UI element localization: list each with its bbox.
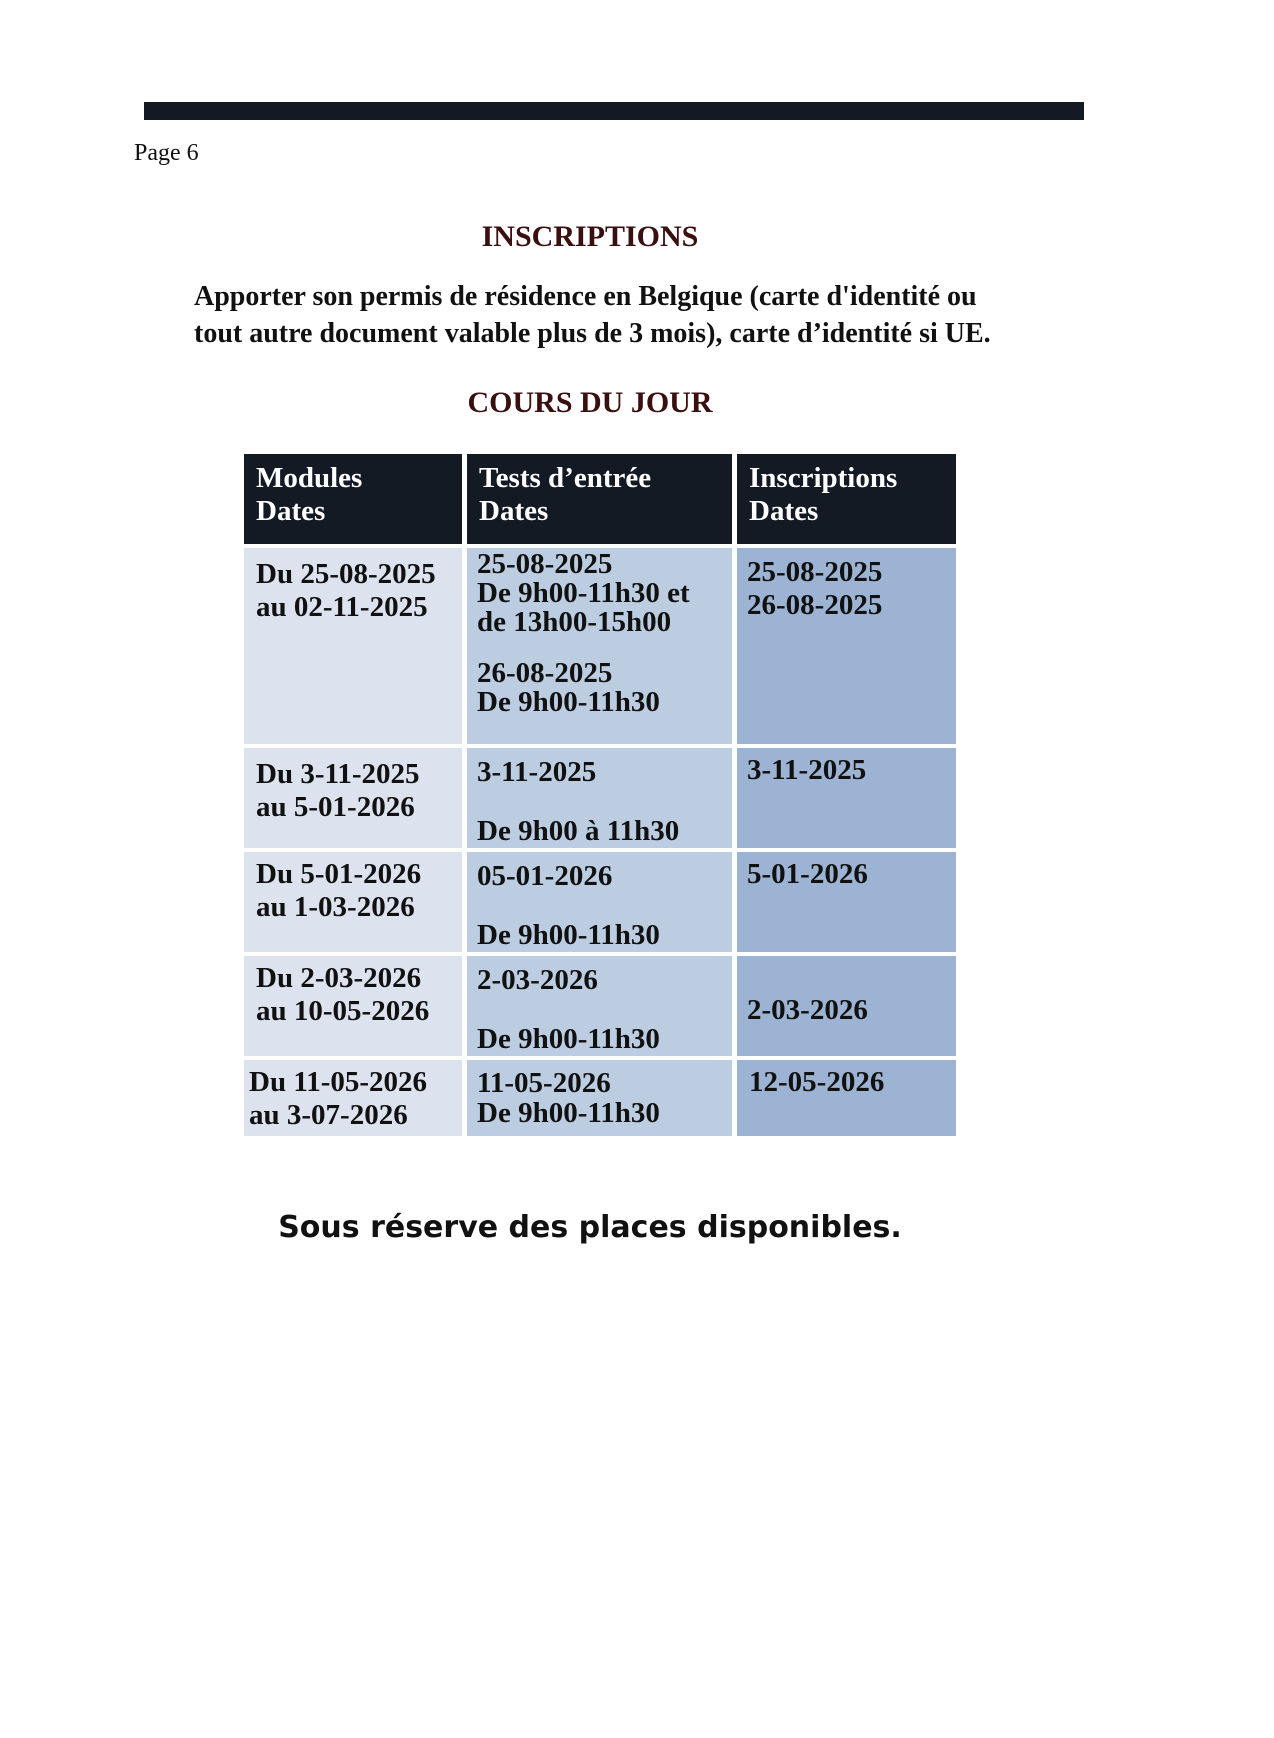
availability-note: Sous réserve des places disponibles. xyxy=(278,1210,902,1245)
test-dates-cell xyxy=(467,748,732,848)
inscription-date: 2-03-2026 xyxy=(747,994,868,1026)
inscription-dates-cell xyxy=(737,1060,956,1136)
module-dates-cell xyxy=(244,956,462,1056)
test-time: De 9h00-11h30 xyxy=(477,1023,660,1055)
table-row xyxy=(244,748,956,848)
test-time: De 9h00-11h30 xyxy=(477,686,660,718)
spacer xyxy=(477,637,722,659)
module-end: au 02-11-2025 xyxy=(256,591,428,623)
module-start: Du 3-11-2025 xyxy=(256,758,420,790)
module-end: au 1-03-2026 xyxy=(256,891,415,923)
inscription-dates-cell xyxy=(737,852,956,952)
test-date: 3-11-2025 xyxy=(477,756,597,788)
header-inscriptions-line2: Dates xyxy=(749,495,819,527)
test-dates-cell xyxy=(467,852,732,952)
spacer xyxy=(477,893,722,919)
schedule-table xyxy=(239,450,961,1140)
header-bar xyxy=(144,102,1084,120)
test-date: 25-08-2025 xyxy=(477,548,613,580)
inscription-dates-cell xyxy=(737,748,956,848)
test-time: De 9h00-11h30 xyxy=(477,1097,660,1129)
spacer xyxy=(477,997,722,1023)
table-row xyxy=(244,852,956,952)
header-tests-line2: Dates xyxy=(479,495,549,527)
test-time: De 9h00-11h30 et xyxy=(477,577,690,609)
test-date: 2-03-2026 xyxy=(477,964,598,996)
table-header-row xyxy=(244,454,956,544)
module-start: Du 2-03-2026 xyxy=(256,962,422,994)
header-modules-line1: Modules xyxy=(256,462,363,494)
inscriptions-title: INSCRIPTIONS xyxy=(481,220,699,253)
module-end: au 10-05-2026 xyxy=(256,995,430,1027)
table-row xyxy=(244,956,956,1056)
header-tests xyxy=(467,454,732,544)
spacer xyxy=(477,789,722,815)
inscription-dates-cell xyxy=(737,548,956,744)
table-row xyxy=(244,1060,956,1136)
inscription-date: 12-05-2026 xyxy=(749,1066,885,1098)
table-row xyxy=(244,548,956,744)
module-end: au 3-07-2026 xyxy=(249,1099,408,1131)
test-time: de 13h00-15h00 xyxy=(477,606,672,638)
header-inscriptions xyxy=(737,454,956,544)
test-date: 26-08-2025 xyxy=(477,657,613,689)
header-modules xyxy=(244,454,462,544)
intro-line-2: tout autre document valable plus de 3 mois), carte d’identité si UE. xyxy=(194,318,991,349)
module-start: Du 5-01-2026 xyxy=(256,858,422,890)
header-modules-line2: Dates xyxy=(256,495,326,527)
test-time: De 9h00 à 11h30 xyxy=(477,815,680,847)
module-start: Du 25-08-2025 xyxy=(256,558,436,590)
test-time: De 9h00-11h30 xyxy=(477,919,660,951)
header-inscriptions-line1: Inscriptions xyxy=(749,462,898,494)
inscription-date: 5-01-2026 xyxy=(747,858,868,890)
inscription-dates-cell xyxy=(737,956,956,1056)
module-dates-cell xyxy=(244,748,462,848)
test-dates-cell xyxy=(467,956,732,1056)
inscription-date: 26-08-2025 xyxy=(747,589,883,621)
test-date: 05-01-2026 xyxy=(477,860,613,892)
inscription-date: 3-11-2025 xyxy=(747,754,867,786)
module-start: Du 11-05-2026 xyxy=(249,1066,428,1098)
module-dates-cell xyxy=(244,548,462,744)
cours-du-jour-title: COURS DU JOUR xyxy=(467,386,713,419)
module-dates-cell xyxy=(244,1060,462,1136)
test-dates-cell xyxy=(467,548,732,744)
intro-paragraph xyxy=(194,278,1094,352)
module-dates-cell xyxy=(244,852,462,952)
intro-line-1: Apporter son permis de résidence en Belgique (carte d'identité ou xyxy=(194,281,977,312)
module-end: au 5-01-2026 xyxy=(256,791,415,823)
test-dates-cell xyxy=(467,1060,732,1136)
inscription-date: 25-08-2025 xyxy=(747,556,883,588)
page-number: Page 6 xyxy=(134,140,199,166)
header-tests-line1: Tests d’entrée xyxy=(479,462,652,494)
test-date: 11-05-2026 xyxy=(477,1067,611,1099)
